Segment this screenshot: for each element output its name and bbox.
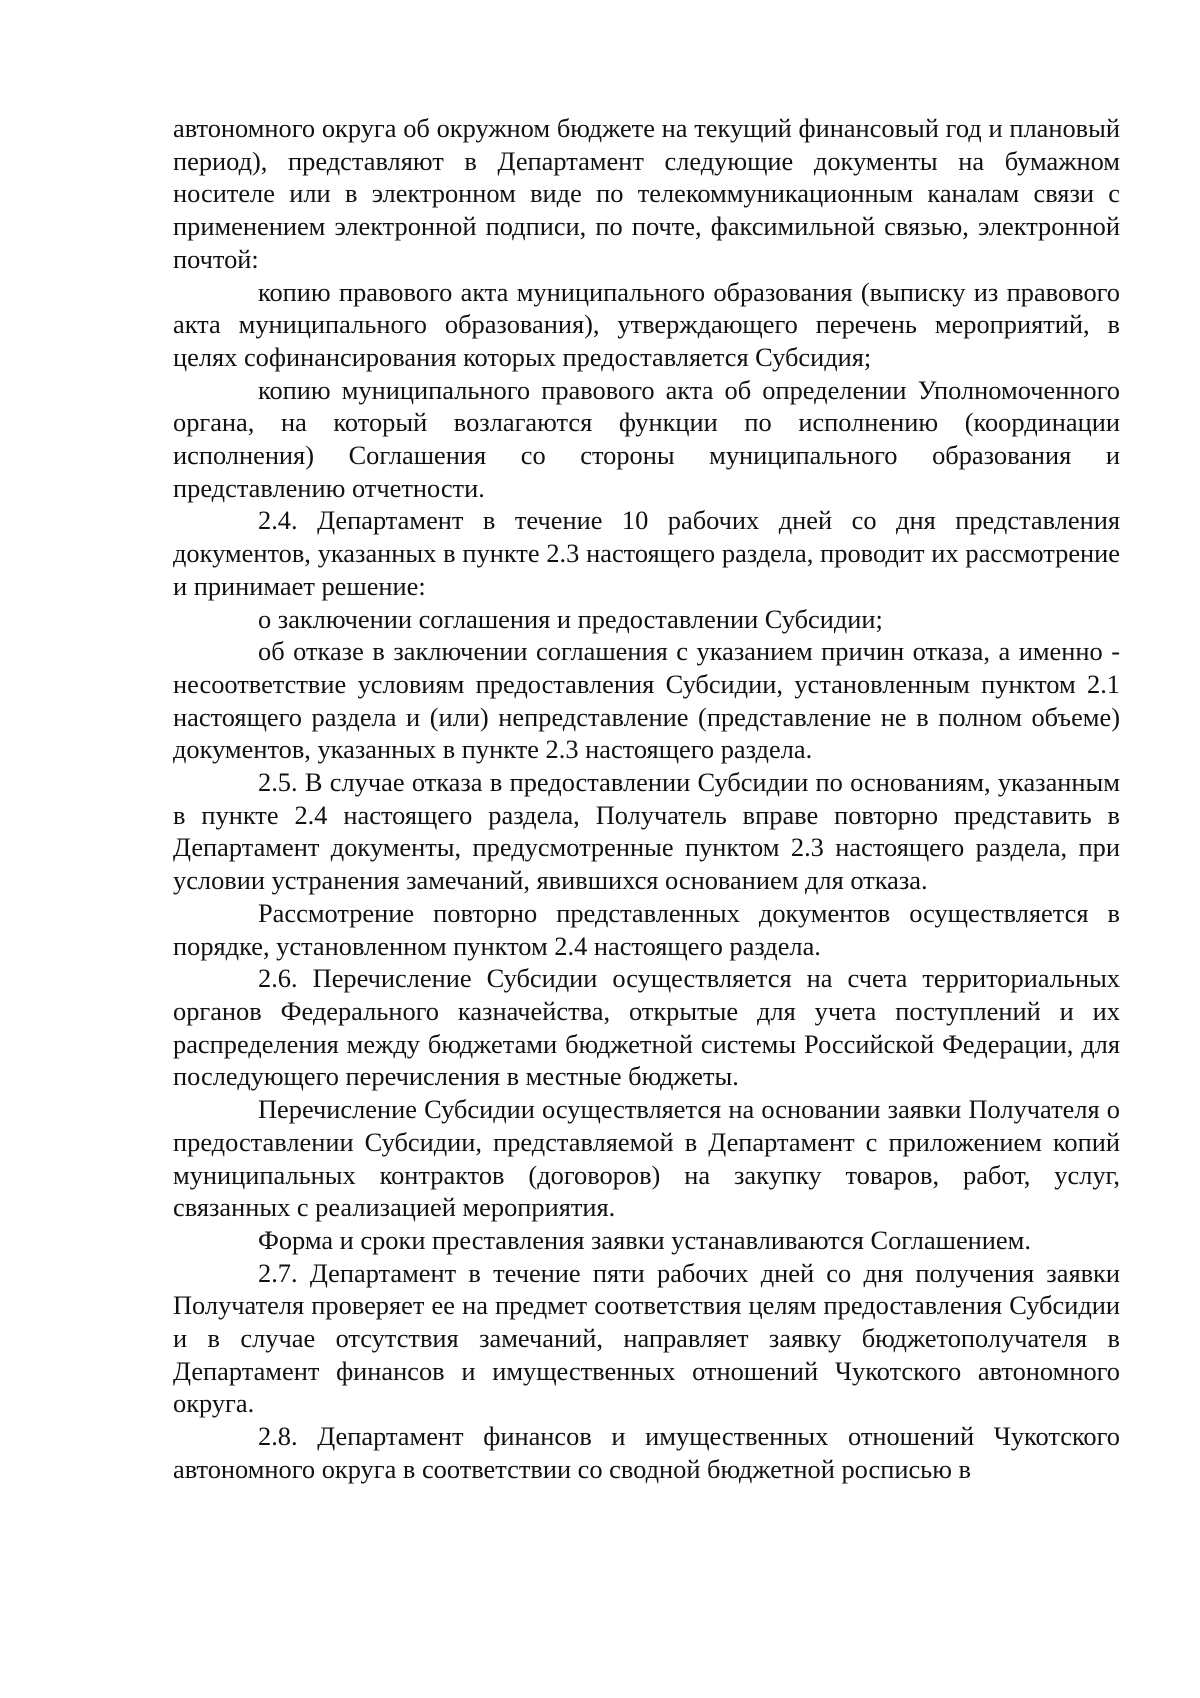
- paragraph: о заключении соглашения и предоставлении Субсидии;: [258, 603, 883, 634]
- paragraph: 2.4. Департамент в течение 10 рабочих дней со дня представления документов, указанных в пункте 2.3 настоящего раздела, проводит их рассмотрение и принимает решение:: [173, 505, 1120, 601]
- paragraph: Рассмотрение повторно представленных документов осуществляется в порядке, установленном пунктом 2.4 настоящего раздела.: [173, 897, 1120, 961]
- paragraph: копию правового акта муниципального образования (выписку из правового акта муниципального образования), утверждающего перечень мероприятий, в целях софинансирования которых предоставляется Субсидия;: [173, 276, 1120, 372]
- paragraph: Перечисление Субсидии осуществляется на основании заявки Получателя о предоставлении Субсидии, представляемой в Департамент с приложением копий муниципальных контрактов (договоров) на закупку товаров, работ, услуг, связанных с реализацией мероприятия.: [173, 1094, 1120, 1223]
- paragraph: Форма и сроки преставления заявки устанавливаются Соглашением.: [258, 1224, 1031, 1255]
- paragraph: об отказе в заключении соглашения с указанием причин отказа, а именно - несоответствие условиям предоставления Субсидии, установленным пунктом 2.1 настоящего раздела и (или) непредставление (представление не в полном объеме) документов, указанных в пункте 2.3 настоящего раздела.: [173, 636, 1120, 765]
- paragraph: копию муниципального правового акта об определении Уполномоченного органа, на который возлагаются функции по исполнению (координации исполнения) Соглашения со стороны муниципального образования и представлению отчетности.: [173, 374, 1120, 503]
- paragraph: 2.6. Перечисление Субсидии осуществляется на счета территориальных органов Федерального казначейства, открытые для учета поступлений и их распределения между бюджетами бюджетной системы Российской Федерации, для последующего перечисления в местные бюджеты.: [173, 963, 1120, 1092]
- paragraph: 2.8. Департамент финансов и имущественных отношений Чукотского автономного округа в соответствии со сводной бюджетной росписью в: [173, 1421, 1120, 1484]
- document-body: [173, 112, 1120, 1486]
- paragraph: 2.5. В случае отказа в предоставлении Субсидии по основаниям, указанным в пункте 2.4 настоящего раздела, Получатель вправе повторно представить в Департамент документы, предусмотренные пунктом 2.3 настоящего раздела, при условии устранения замечаний, явившихся основанием для отказа.: [173, 767, 1120, 896]
- paragraph: автономного округа об окружном бюджете на текущий финансовый год и плановый период), представляют в Департамент следующие документы на бумажном носителе или в электронном виде по телекоммуникационным каналам связи с применением электронной подписи, по почте, факсимильной связью, электронной почтой:: [173, 113, 1120, 274]
- paragraph: 2.7. Департамент в течение пяти рабочих дней со дня получения заявки Получателя проверяет ее на предмет соответствия целям предоставления Субсидии и в случае отсутствия замечаний, направляет заявку бюджетополучателя в Департамент финансов и имущественных отношений Чукотского автономного округа.: [173, 1257, 1120, 1419]
